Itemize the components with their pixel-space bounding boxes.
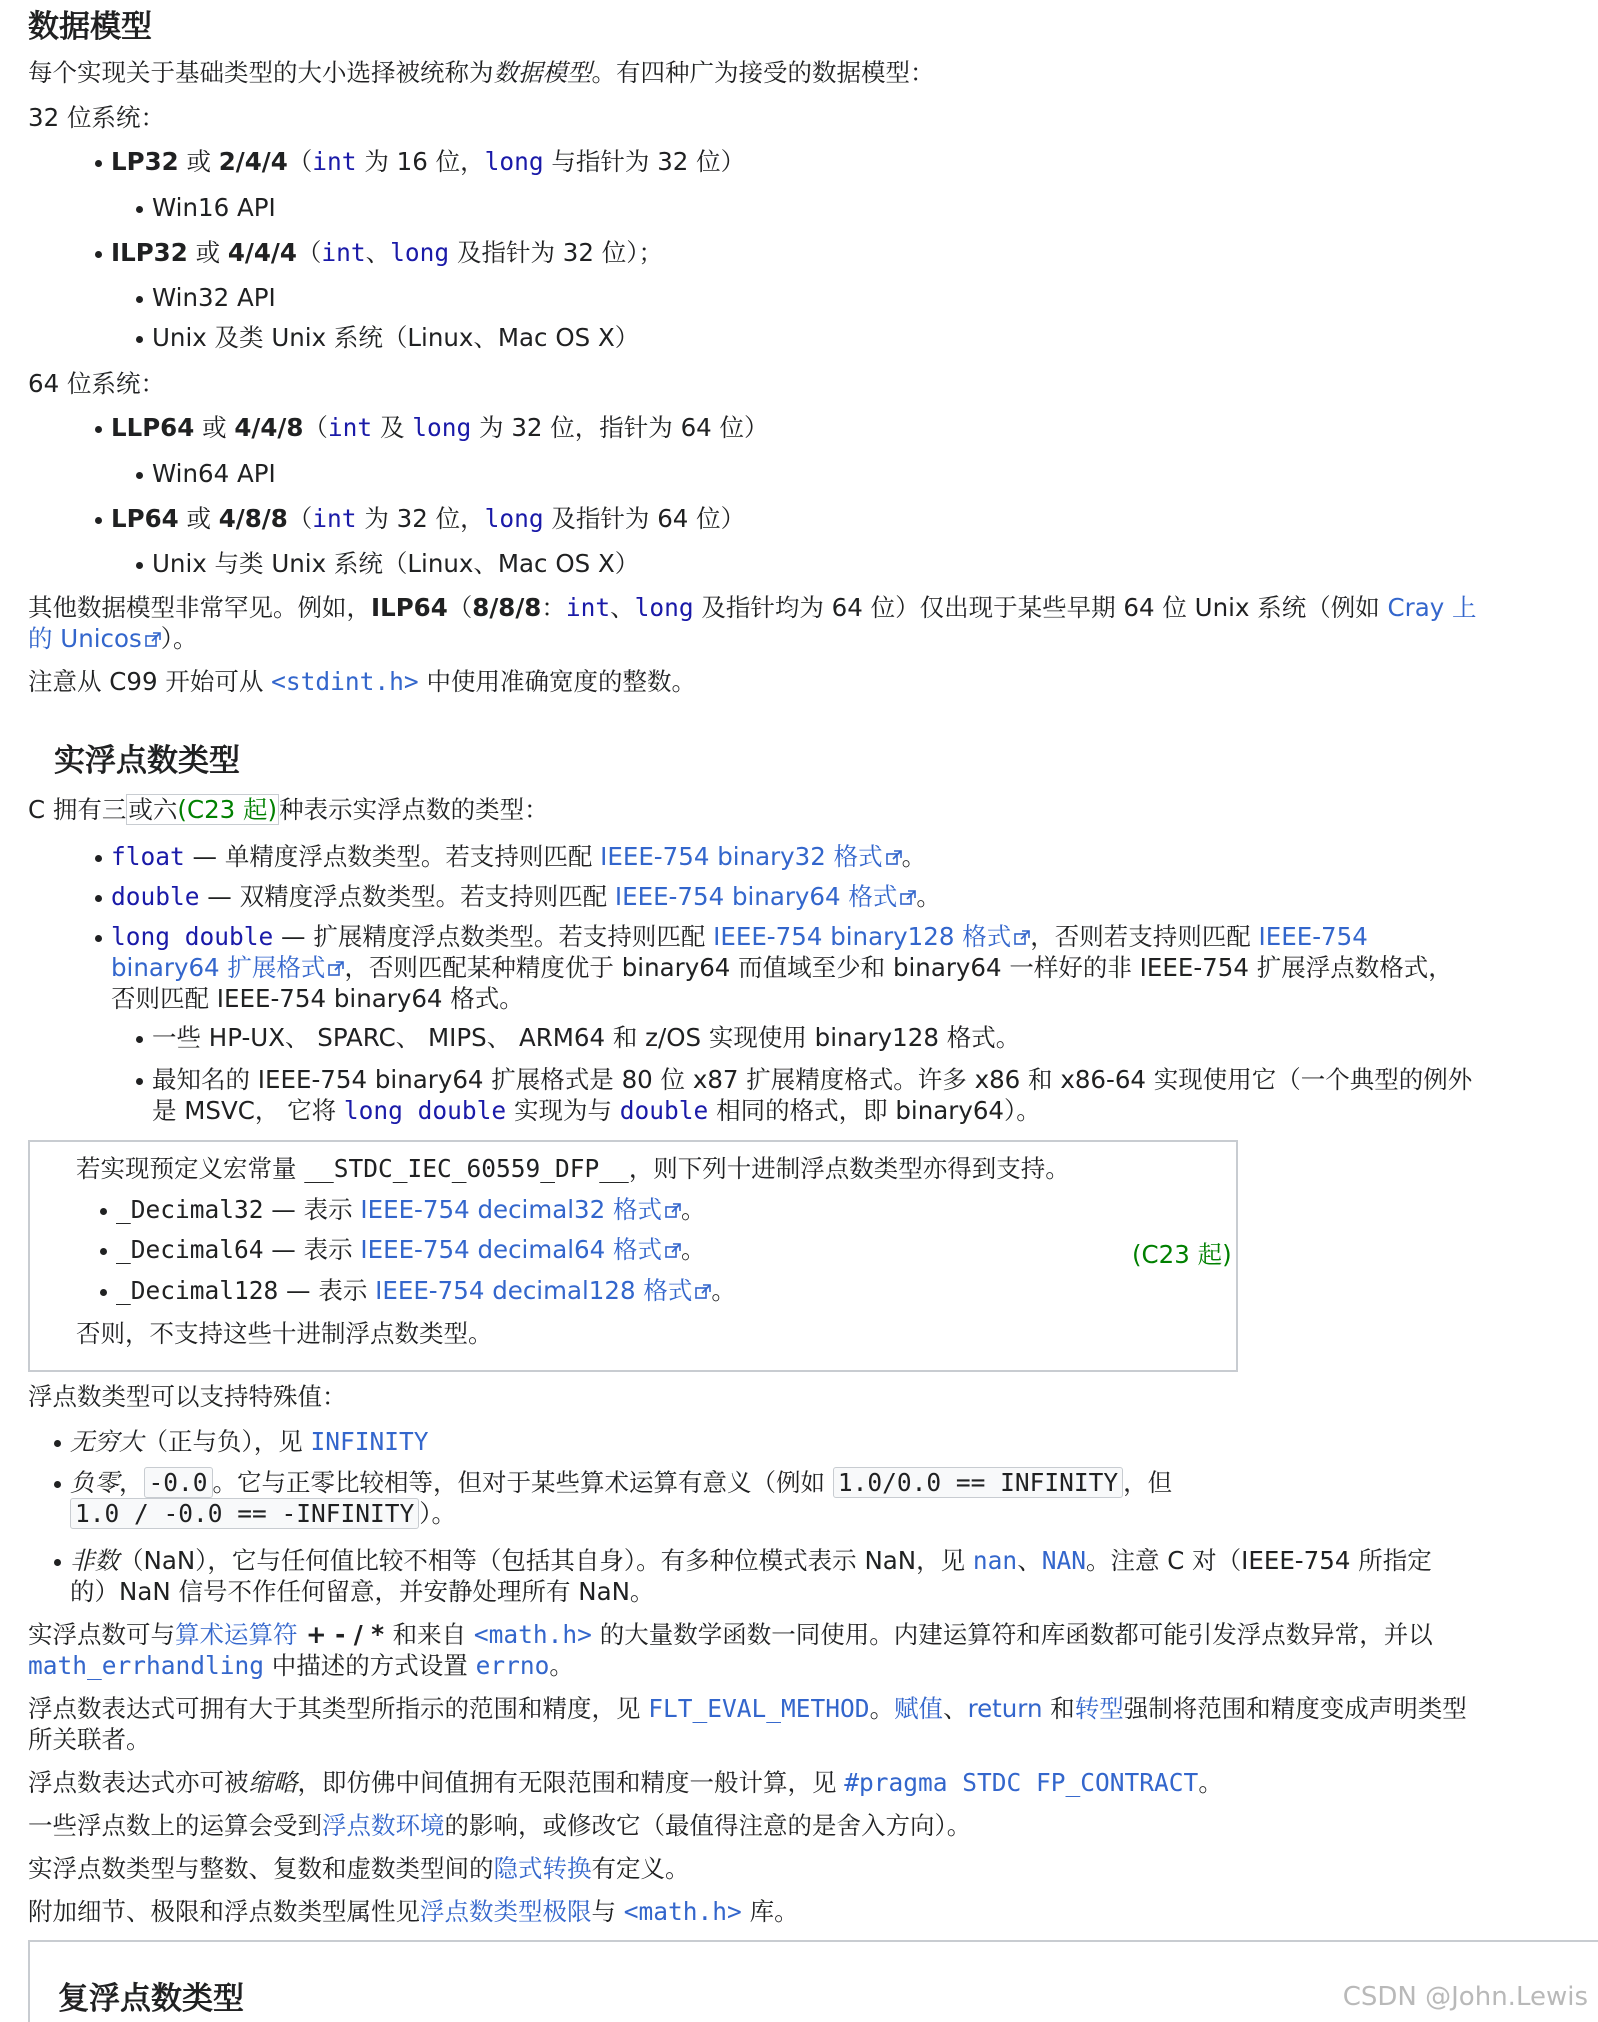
external-link-icon [695,1284,711,1300]
link-stdint[interactable]: <stdint.h> [271,667,419,696]
keyword-long[interactable]: long [390,238,450,267]
link-nan-macro[interactable]: NAN [1041,1546,1086,1575]
special-values-intro: 浮点数类型可以支持特殊值： [28,1382,347,1411]
link-assignment[interactable]: 赋值 [894,1694,944,1723]
link-fp-contract[interactable]: #pragma STDC FP_CONTRACT [844,1768,1199,1797]
since-c23-label: (C23 起) [1132,1240,1232,1269]
link-cray-unicos-cont[interactable]: 的 Unicos [28,624,142,653]
arithmetic-paragraph-line2: math_errhandling 中描述的方式设置 errno。 [28,1651,574,1680]
nan-line2: 的）NaN 信号不作任何留意，并安静处理所有 NaN。 [70,1577,655,1606]
code-div-pos-zero: 1.0/0.0 == INFINITY [833,1467,1123,1498]
list-item-decimal64: _Decimal64 — 表示 IEEE-754 decimal64 格式 。 [116,1235,706,1264]
external-link-icon [665,1203,681,1219]
link-binary64-extended[interactable]: IEEE-754 [1258,922,1368,951]
code-neg-zero: -0.0 [144,1467,213,1498]
keyword-long[interactable]: long [484,504,544,533]
term-data-model: 数据模型 [493,58,592,87]
list-item-negative-zero: 负零， -0.0 。它与正零比较相等，但对于某些算术运算有意义（例如 1.0/0.0 == INFINITY ，但 [70,1468,1173,1497]
macro-stdc-iec-60559-dfp: __STDC_IEC_60559_DFP__ [304,1154,629,1183]
external-link-icon [1014,930,1030,946]
list-item-unix32: Unix 及类 Unix 系统（Linux、Mac OS X） [152,323,640,352]
link-flt-eval-method[interactable]: FLT_EVAL_METHOD [648,1694,870,1723]
link-infinity[interactable]: INFINITY [310,1427,429,1456]
keyword-long[interactable]: long [484,147,544,176]
link-binary32[interactable]: IEEE-754 binary32 格式 [600,842,883,871]
keyword-long-double[interactable]: long double [111,922,274,951]
list-item-unix64: Unix 与类 Unix 系统（Linux、Mac OS X） [152,549,640,578]
section-heading-data-model: 数据模型 [28,9,152,45]
link-decimal128[interactable]: IEEE-754 decimal128 格式 [375,1276,693,1305]
keyword-float[interactable]: float [111,842,185,871]
list-item-decimal128: _Decimal128 — 表示 IEEE-754 decimal128 格式 。 [116,1276,736,1305]
list-item-infinity: 无穷大（正与负），见 INFINITY [70,1427,429,1456]
link-cray-unicos[interactable]: Cray 上 [1387,593,1477,622]
keyword-long-double[interactable]: long double [343,1096,507,1125]
list-item-lp32: LP32 或 2/4/4（int 为 16 位，long 与指针为 32 位） [111,147,746,176]
external-link-icon [665,1243,681,1259]
list-item-nan: 非数（NaN），它与任何值比较不相等（包括其自身）。有多种位模式表示 NaN，见 nan、NAN。注意 C 对（IEEE-754 所指定 [70,1546,1432,1575]
link-errno[interactable]: errno [475,1651,550,1680]
link-return[interactable]: return [967,1694,1043,1723]
link-binary64[interactable]: IEEE-754 binary64 格式 [614,882,898,911]
keyword-double[interactable]: double [111,882,200,911]
keyword-long[interactable]: long [412,413,472,442]
other-models-paragraph: 其他数据模型非常罕见。例如，ILP64（8/8/8：int、long 及指针均为 64 位）仅出现于某些早期 64 位 Unix 系统（例如 Cray 上 [28,593,1477,622]
long-double-line3: 否则匹配 IEEE-754 binary64 格式。 [111,984,524,1013]
data-model-intro: 每个实现关于基础类型的大小选择被统称为数据模型。有四种广为接受的数据模型： [28,58,935,87]
decimal-box-outro: 否则，不支持这些十进制浮点数类型。 [76,1319,493,1348]
external-link-icon [886,850,902,866]
list-item-decimal32: _Decimal32 — 表示 IEEE-754 decimal32 格式 。 [116,1195,706,1224]
list-item-float: float — 单精度浮点数类型。若支持则匹配 IEEE-754 binary32 格式 。 [111,842,927,871]
list-item-ilp32: ILP32 或 4/4/4（int、long 及指针为 32 位）； [111,238,663,267]
fenv-paragraph: 一些浮点数上的运算会受到浮点数环境的影响，或修改它（最值得注意的是舍入方向）。 [28,1811,972,1840]
eval-method-paragraph-line2: 所关联者。 [28,1725,151,1754]
link-implicit-conversion[interactable]: 隐式转换 [493,1854,592,1883]
list-item-win64: Win64 API [152,459,276,488]
keyword-double[interactable]: double [619,1096,709,1125]
decimal-box-intro: 若实现预定义宏常量 __STDC_IEC_60559_DFP__，则下列十进制浮点数类型亦得到支持。 [76,1154,1070,1183]
link-binary128[interactable]: IEEE-754 binary128 格式 [713,922,1012,951]
list-item-double: double — 双精度浮点数类型。若支持则匹配 IEEE-754 binary64 格式 。 [111,882,941,911]
link-binary64-extended-cont[interactable]: binary64 扩展格式 [111,953,326,982]
link-arithmetic-operators[interactable]: 算术运算符 [175,1620,298,1649]
contraction-paragraph: 浮点数表达式亦可被缩略，即仿佛中间值拥有无限范围和精度一般计算，见 #pragma STDC FP_CONTRACT。 [28,1768,1223,1797]
list-item-long-double: long double — 扩展精度浮点数类型。若支持则匹配 IEEE-754 binary128 格式 ，否则若支持则匹配 IEEE-754 [111,922,1368,951]
other-models-paragraph-line2: 的 Unicos ）。 [28,624,198,653]
x87-line2: 是 MSVC， 它将 long double 实现为与 double 相同的格式，即 binary64）。 [152,1096,1041,1125]
list-item-lp64: LP64 或 4/8/8（int 为 32 位，long 及指针为 64 位） [111,504,746,533]
external-link-icon [900,890,916,906]
sys64-label: 64 位系统： [28,369,165,398]
section-border [28,1940,30,2022]
link-cast[interactable]: 转型 [1074,1694,1124,1723]
watermark: CSDN @John.Lewis [1342,1982,1588,2012]
link-math-errhandling[interactable]: math_errhandling [28,1651,265,1680]
conversion-paragraph: 实浮点数类型与整数、复数和虚数类型间的隐式转换有定义。 [28,1854,690,1883]
link-math-h[interactable]: <math.h> [473,1620,592,1649]
list-item-binary128-impls: 一些 HP-UX、 SPARC、 MIPS、 ARM64 和 z/OS 实现使用 binary128 格式。 [152,1023,1021,1052]
link-float-limits[interactable]: 浮点数类型极限 [420,1897,592,1926]
link-math-h[interactable]: <math.h> [623,1897,742,1926]
sys32-label: 32 位系统： [28,103,165,132]
long-double-line2: binary64 扩展格式 ，否则匹配某种精度优于 binary64 而值域至少和 binary64 一样好的非 IEEE-754 扩展浮点数格式， [111,953,1453,982]
keyword-int[interactable]: int [312,147,357,176]
negative-zero-line2: 1.0 / -0.0 == -INFINITY ）。 [70,1499,456,1529]
list-item-win32: Win32 API [152,283,276,312]
link-floating-point-environment[interactable]: 浮点数环境 [322,1811,445,1840]
keyword-long[interactable]: long [634,593,694,622]
eval-method-paragraph: 浮点数表达式可拥有大于其类型所指示的范围和精度，见 FLT_EVAL_METHOD。赋值、return 和转型强制将范围和精度变成声明类型 [28,1694,1467,1723]
limits-paragraph: 附加细节、极限和浮点数类型属性见浮点数类型极限与 <math.h> 库。 [28,1897,799,1926]
since-box: 或六(C23 起) [128,795,278,824]
real-float-intro: C 拥有三或六(C23 起)种表示实浮点数的类型： [28,795,549,824]
arithmetic-paragraph: 实浮点数可与算术运算符 + - / * 和来自 <math.h> 的大量数学函数一同使用。内建运算符和库函数都可能引发浮点数异常，并以 [28,1620,1433,1649]
keyword-int[interactable]: int [327,413,373,442]
external-link-icon [145,632,161,648]
list-item-llp64: LLP64 或 4/4/8（int 及 long 为 32 位，指针为 64 位） [111,413,769,442]
stdint-note: 注意从 C99 开始可从 <stdint.h> 中使用准确宽度的整数。 [28,667,696,696]
keyword-int[interactable]: int [565,593,611,622]
code-div-neg-zero: 1.0 / -0.0 == -INFINITY [70,1498,419,1529]
section-divider [28,1940,1598,1942]
external-link-icon [328,961,344,977]
link-nan-function[interactable]: nan [972,1546,1018,1575]
section-heading-complex: 复浮点数类型 [58,1981,244,2017]
link-decimal64[interactable]: IEEE-754 decimal64 格式 [360,1235,662,1264]
list-item-win16: Win16 API [152,193,276,222]
keyword-int[interactable]: int [312,504,357,533]
link-decimal32[interactable]: IEEE-754 decimal32 格式 [360,1195,662,1224]
since-c23-label: (C23 起) [177,795,278,824]
keyword-int[interactable]: int [321,238,366,267]
list-item-x87: 最知名的 IEEE-754 binary64 扩展格式是 80 位 x87 扩展精度格式。许多 x86 和 x86-64 实现使用它（一个典型的例外 [152,1065,1473,1094]
section-heading-real-float: 实浮点数类型 [54,743,240,779]
